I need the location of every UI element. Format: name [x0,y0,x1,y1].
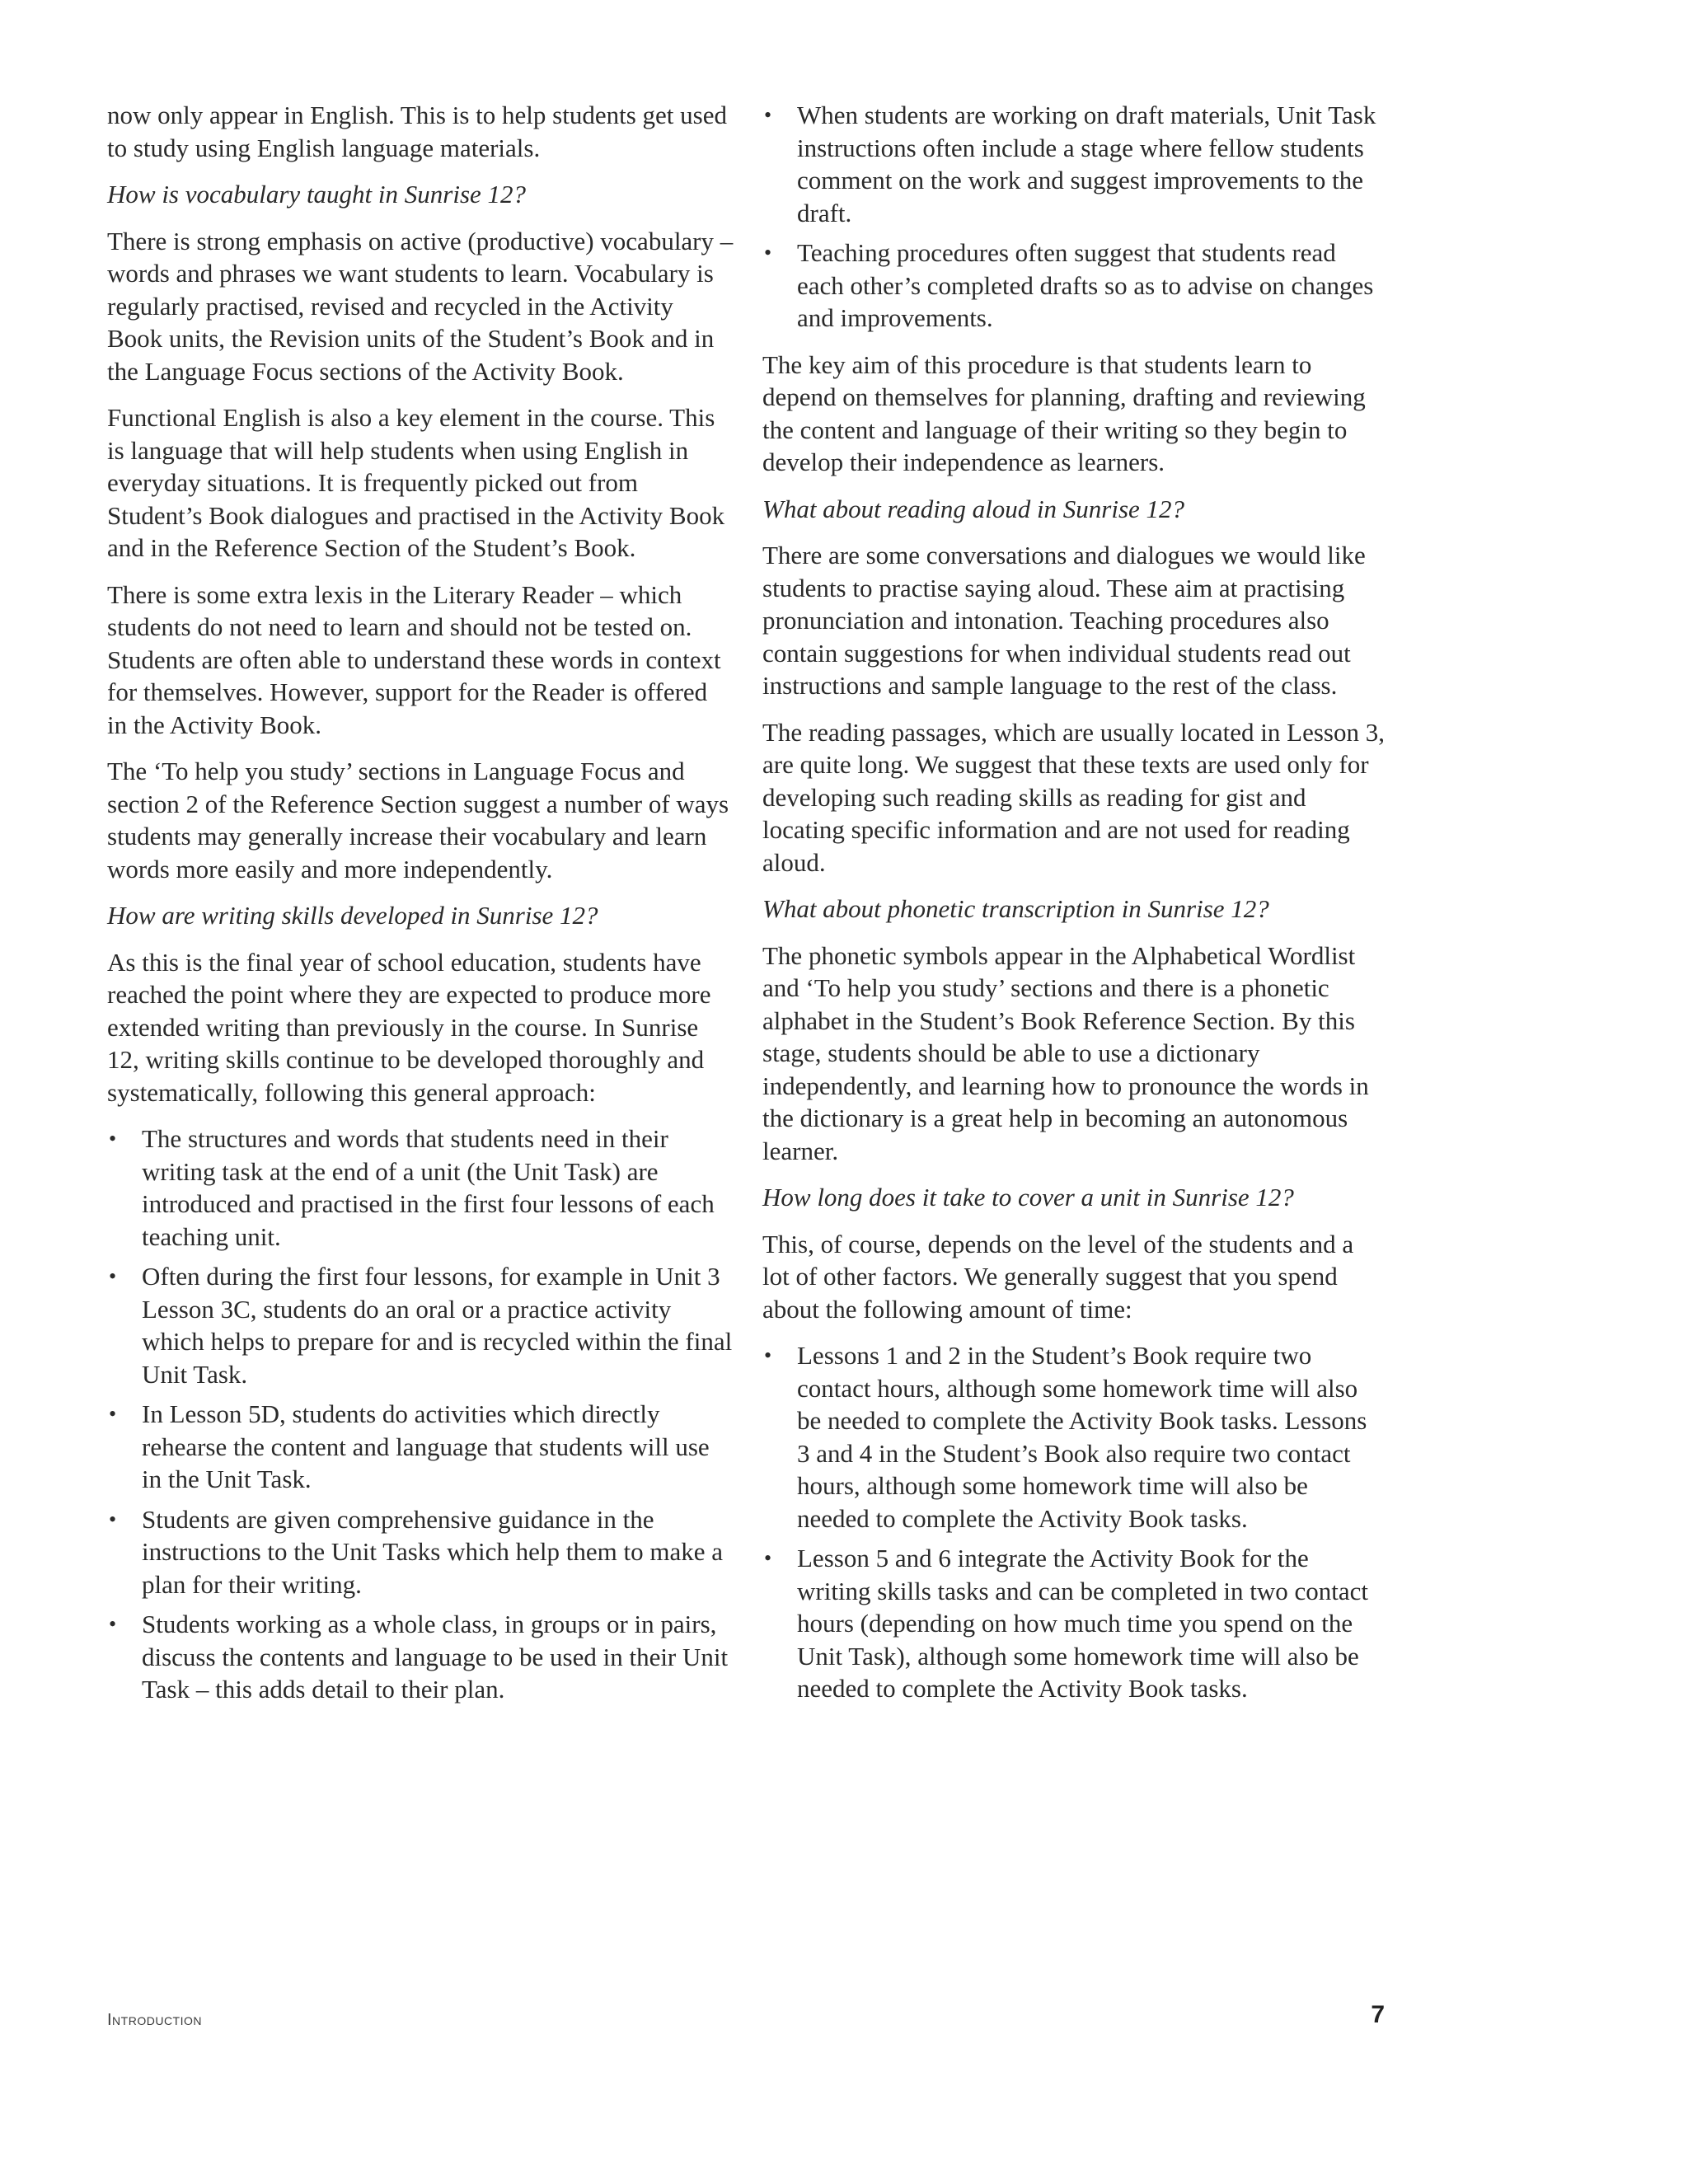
paragraph: As this is the final year of school education, students have reached the point where they are expected to produce more extended writing than previously in the course. In Sunrise 12, writing skills continue to be developed thoroughly and systematically, following this general approach: [107,947,711,1107]
page-number: 7 [1371,2001,1385,2028]
paragraph: The ‘To help you study’ sections in Language Focus and section 2 of the Reference Section suggest a number of ways students may generally increase their vocabulary and learn words more easily and more independently. [107,757,729,883]
bullet-list [107,1122,734,1706]
list-item [762,237,1385,335]
paragraph: There are some conversations and dialogues we would like students to practise saying aloud. These aim at practising pronunciation and intonation. Teaching procedures also contain suggestions for when individual students read out instructions and sample language to the rest of the class. [762,541,1366,700]
footer-section-label: Introduction [107,2011,202,2029]
list-item-text: The structures and words that students need in their writing task at the end of a unit (the Unit Task) are introduced and practised in the first four lessons of each teaching unit. [142,1124,715,1251]
bullet-icon: • [109,1612,117,1636]
bullet-icon: • [109,1127,117,1151]
section-question: What about phonetic transcription in Sunrise 12? [762,894,1269,923]
right-column [762,99,1385,1719]
paragraph: The key aim of this procedure is that students learn to depend on themselves for planning, drafting and reviewing the content and language of their writing so they begin to develop their independence as learners. [762,349,1366,476]
paragraph: This, of course, depends on the level of the students and a lot of other factors. We generally suggest that you spend about the following amount of time: [762,1229,1354,1324]
paragraph: The reading passages, which are usually located in Lesson 3, are quite long. We suggest that these texts are used only for developing such reading skills as reading for gist and locating specific information and are not used for reading aloud. [762,717,1385,877]
bullet-icon: • [109,1507,117,1531]
section-question: How long does it take to cover a unit in Sunrise 12? [762,1183,1294,1212]
bullet-icon: • [109,1264,117,1288]
paragraph: There is some extra lexis in the Literary Reader – which students do not need to learn and should not be tested on. Students are often able to understand these words in context for themselves. However, support for the Reader is offered in the Activity Book. [107,579,721,739]
list-item-text: Lesson 5 and 6 integrate the Activity Book for the writing skills tasks and can be completed in two contact hours (depending on how much time you spend on the Unit Task), although some homework time will also be needed to complete the Activity Book tasks. [797,1544,1369,1703]
list-item [762,1542,1385,1705]
bullet-icon: • [764,241,772,265]
list-item [107,1503,734,1601]
bullet-icon: • [764,1343,772,1367]
section-question: How are writing skills developed in Sunrise 12? [107,901,598,930]
list-item [107,1398,734,1496]
list-item [107,1122,734,1253]
bullet-icon: • [764,103,772,127]
paragraph: There is strong emphasis on active (productive) vocabulary – words and phrases we want students to learn. Vocabulary is regularly practised, revised and recycled in the Activity Book units, the Revision units of the Student’s Book and in the Language Focus sections of the Activity Book. [107,226,734,386]
bullet-list [762,99,1385,335]
section-question: What about reading aloud in Sunrise 12? [762,494,1185,523]
list-item-text: In Lesson 5D, students do activities which directly rehearse the content and language that students will use in the Unit Task. [142,1399,710,1493]
paragraph: now only appear in English. This is to help students get used to study using English language materials. [107,101,727,162]
list-item [107,1608,734,1706]
list-item-text: When students are working on draft materials, Unit Task instructions often include a stage where fellow students comment on the work and suggest improvements to the draft. [797,101,1376,227]
bullet-icon: • [764,1546,772,1570]
list-item [762,99,1385,229]
list-item-text: Students working as a whole class, in groups or in pairs, discuss the contents and language to be used in their Unit Task – this adds detail to their plan. [142,1610,729,1704]
list-item-text: Lessons 1 and 2 in the Student’s Book require two contact hours, although some homework time will also be needed to complete the Activity Book tasks. Lessons 3 and 4 in the Student’s Book also require two contact hours, although some homework time will also be needed to complete the Activity Book tasks. [797,1341,1367,1533]
list-item [762,1339,1385,1535]
list-item-text: Often during the first four lessons, for example in Unit 3 Lesson 3C, students do an oral or a practice activity which helps to prepare for and is recycled within the final Unit Task. [142,1262,733,1389]
left-column [107,99,734,1720]
paragraph: The phonetic symbols appear in the Alphabetical Wordlist and ‘To help you study’ sections and there is a phonetic alphabet in the Student’s Book Reference Section. By this stage, students should be able to use a dictionary independently, and learning how to pronounce the words in the dictionary is a great help in becoming an autonomous learner. [762,940,1369,1165]
bullet-list [762,1339,1385,1705]
list-item [107,1260,734,1390]
section-question: How is vocabulary taught in Sunrise 12? [107,180,527,209]
paragraph: Functional English is also a key element in the course. This is language that will help students when using English in everyday situations. It is frequently picked out from Student’s Book dialogues and practised in the Activity Book and in the Reference Section of the Student’s Book. [107,403,725,562]
list-item-text: Teaching procedures often suggest that students read each other’s completed drafts so as to advise on changes and improvements. [797,238,1374,332]
list-item-text: Students are given comprehensive guidance in the instructions to the Unit Tasks which help them to make a plan for their writing. [142,1504,723,1599]
bullet-icon: • [109,1402,117,1426]
